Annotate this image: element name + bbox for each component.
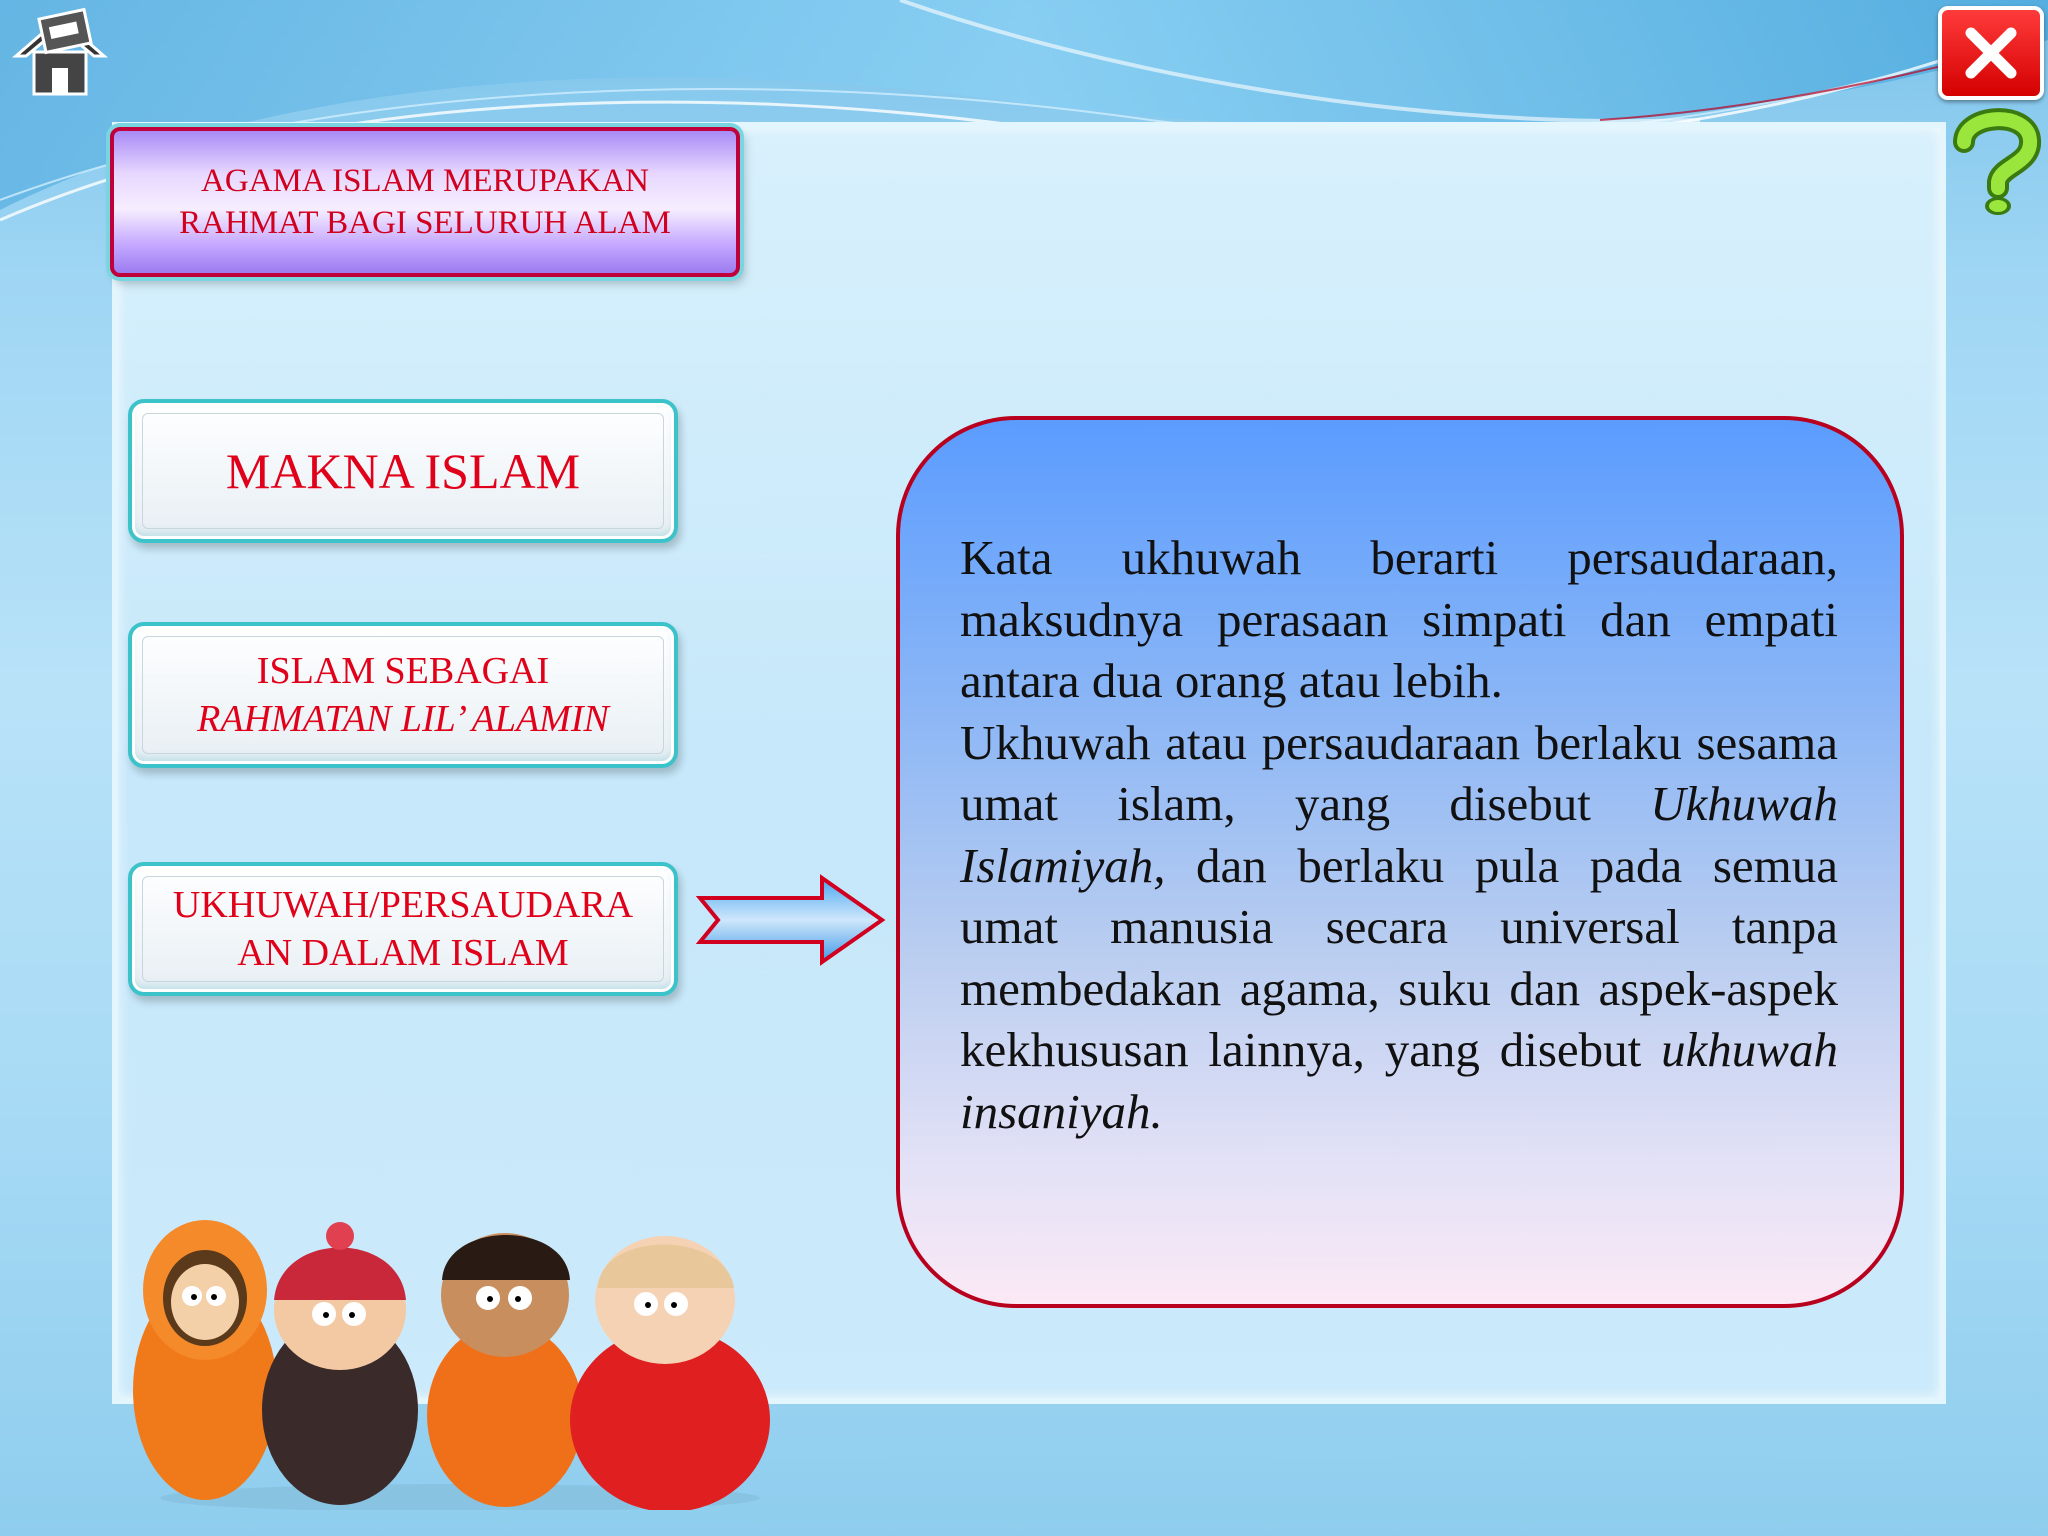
- content-paragraph-2: [960, 712, 1838, 1143]
- question-mark-icon: [1950, 108, 2042, 218]
- makna-islam-button[interactable]: [128, 399, 678, 543]
- home-button[interactable]: [8, 4, 112, 108]
- right-arrow-icon: [696, 874, 888, 966]
- close-icon: [1961, 23, 2021, 83]
- close-button[interactable]: [1938, 6, 2044, 100]
- home-icon: [8, 4, 112, 108]
- content-p2-term-islamiyah: Ukhuwah Islamiyah,: [960, 776, 1838, 893]
- slide-title-line1: AGAMA ISLAM MERUPAKAN: [200, 163, 649, 199]
- rahmatan-label-line1: ISLAM SEBAGAI: [256, 650, 550, 692]
- kid-red-shirt: [570, 1236, 770, 1510]
- slide-title-box: [110, 127, 740, 277]
- slide-title-line2: RAHMAT BAGI SELURUH ALAM: [179, 205, 671, 241]
- kid-orange: [133, 1220, 277, 1500]
- makna-islam-label: MAKNA ISLAM: [225, 443, 581, 499]
- kid-orange-shirt: [427, 1233, 583, 1507]
- rahmatan-label-line2: RAHMATAN LIL’ ALAMIN: [197, 698, 609, 740]
- kid-red-hat: [262, 1222, 418, 1505]
- ukhuwah-label-line2: AN DALAM ISLAM: [237, 932, 569, 974]
- rahmatan-lil-alamin-button[interactable]: [128, 622, 678, 768]
- help-button[interactable]: [1950, 108, 2042, 218]
- ukhuwah-button[interactable]: [128, 862, 678, 996]
- content-p2-term-insaniyah: ukhuwah insaniyah.: [960, 1022, 1838, 1139]
- kids-illustration: [110, 1180, 810, 1510]
- content-text: [960, 527, 1838, 1142]
- ukhuwah-label-line1: UKHUWAH/PERSAUDARA: [172, 884, 634, 926]
- content-p2-part-c: dan berlaku pula pada semua umat manusia secara universal tanpa membedakan agama, suku dan aspek-aspek kekhususan lainnya, yang disebut: [960, 837, 1838, 1077]
- content-paragraph-1: Kata ukhuwah berarti persaudaraan, maksudnya perasaan simpati dan empati antara dua orang atau lebih.: [960, 530, 1838, 708]
- content-p2-part-a: Ukhuwah atau persaudaraan berlaku sesama umat islam, yang disebut: [960, 714, 1838, 831]
